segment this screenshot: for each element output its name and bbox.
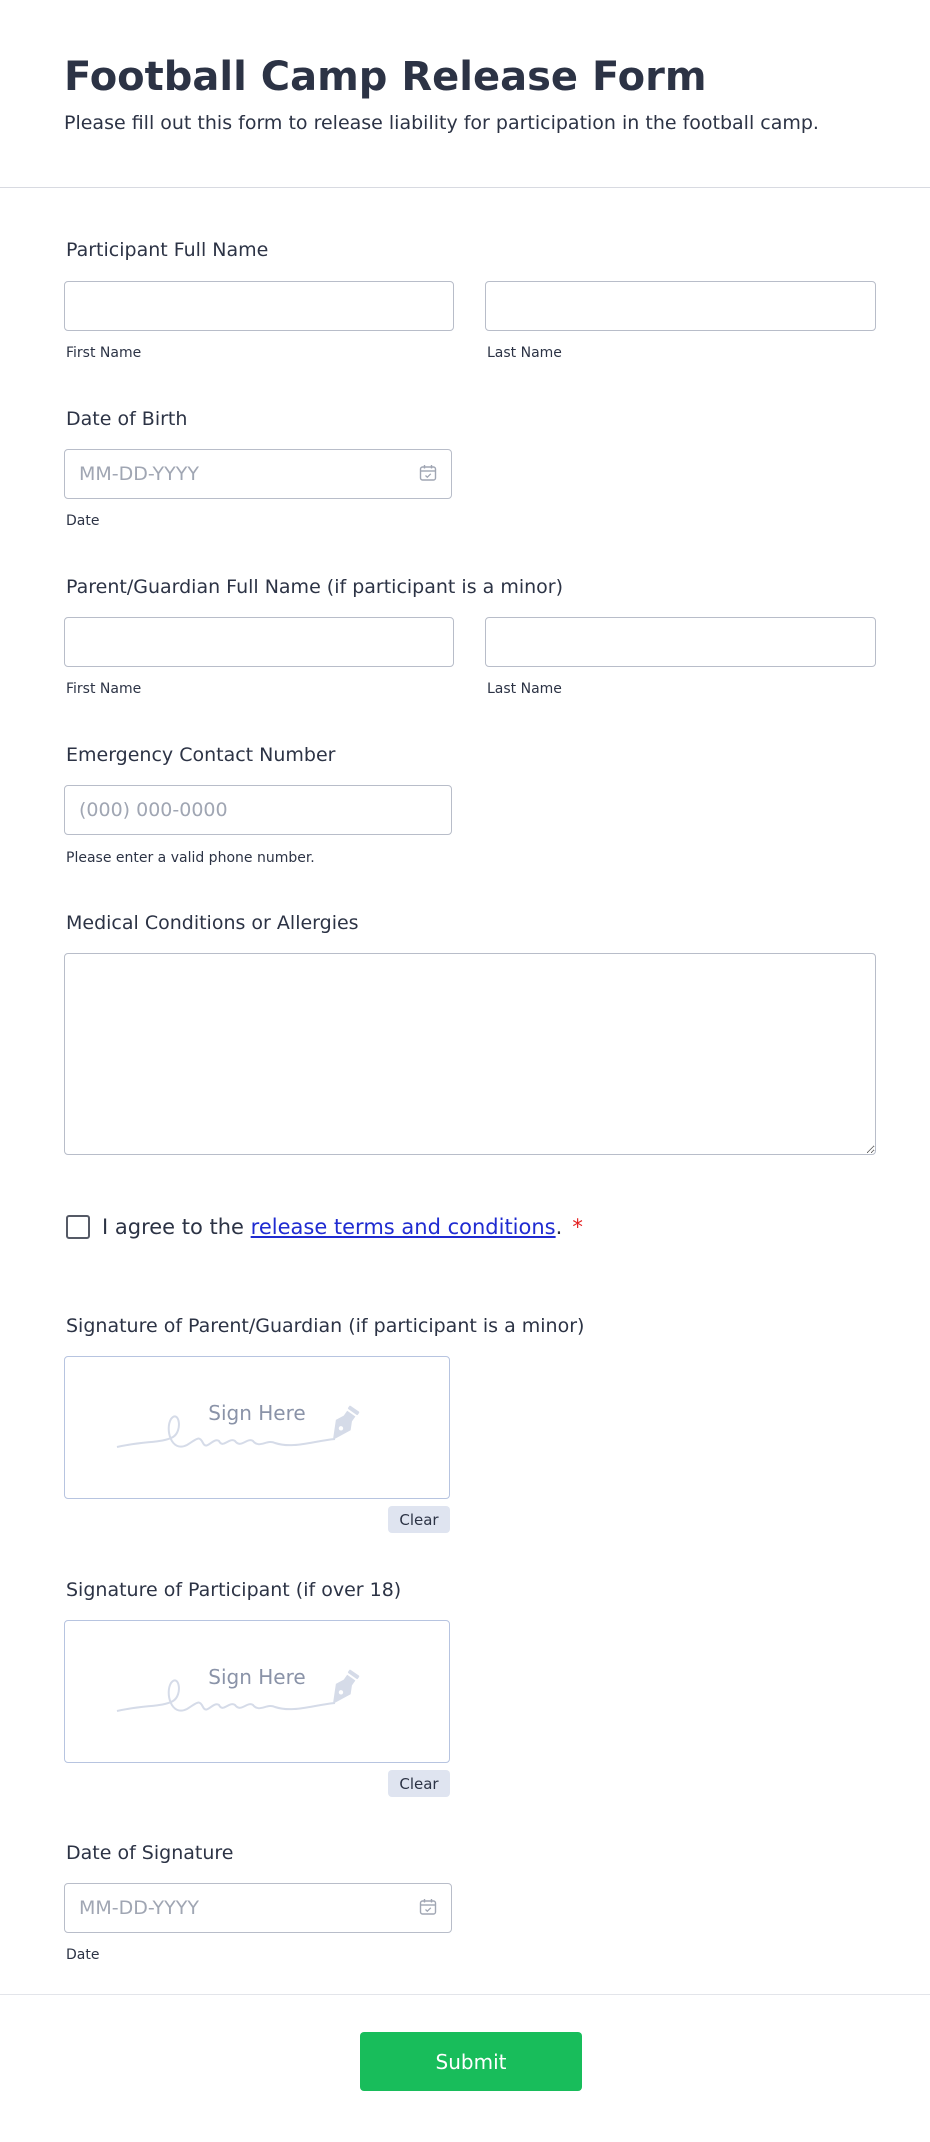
calendar-icon[interactable] (419, 1898, 437, 1916)
emergency-phone-input[interactable] (64, 785, 452, 835)
participant-last-name-input[interactable] (485, 281, 876, 331)
signature-date-label: Date of Signature (66, 1842, 234, 1864)
dob-label: Date of Birth (66, 408, 188, 430)
participant-signature-pad[interactable] (64, 1620, 450, 1763)
dob-input[interactable] (64, 449, 452, 499)
agree-text (102, 1213, 583, 1241)
guardian-name-label: Parent/Guardian Full Name (if participant is a minor) (66, 576, 563, 598)
clear-guardian-signature-button[interactable]: Clear (388, 1506, 450, 1533)
footer-divider (0, 1994, 930, 1995)
calendar-icon[interactable] (419, 464, 437, 482)
signature-date-sublabel: Date (66, 1947, 100, 1963)
medical-label: Medical Conditions or Allergies (66, 912, 359, 934)
header-divider (0, 187, 930, 188)
form-header (64, 50, 884, 136)
guardian-last-name-input[interactable] (485, 617, 876, 667)
participant-signature-label: Signature of Participant (if over 18) (66, 1579, 402, 1601)
signature-scribble-icon (113, 1661, 413, 1731)
medical-textarea[interactable] (64, 953, 876, 1155)
participant-first-name-sublabel: First Name (66, 345, 142, 361)
participant-last-name-sublabel: Last Name (487, 345, 562, 361)
submit-button[interactable]: Submit (360, 2032, 582, 2091)
emergency-contact-label: Emergency Contact Number (66, 744, 336, 766)
signature-scribble-icon (113, 1397, 413, 1467)
participant-name-label: Participant Full Name (66, 239, 269, 261)
sign-here-text: Sign Here (208, 1401, 306, 1425)
signature-date-input[interactable] (64, 1883, 452, 1933)
guardian-first-name-sublabel: First Name (66, 681, 142, 697)
agree-checkbox[interactable] (66, 1215, 90, 1239)
form-subtitle: Please fill out this form to release liability for participation in the football camp. (64, 112, 819, 134)
dob-sublabel: Date (66, 513, 100, 529)
required-asterisk: * (572, 1215, 583, 1239)
sign-here-text: Sign Here (208, 1665, 306, 1689)
agree-text-before: I agree to the (102, 1215, 251, 1239)
guardian-signature-label: Signature of Parent/Guardian (if participant is a minor) (66, 1315, 585, 1337)
form-title: Football Camp Release Form (64, 54, 707, 100)
guardian-signature-pad[interactable] (64, 1356, 450, 1499)
guardian-last-name-sublabel: Last Name (487, 681, 562, 697)
release-terms-link[interactable]: release terms and conditions (250, 1215, 556, 1239)
participant-first-name-input[interactable] (64, 281, 454, 331)
emergency-phone-sublabel: Please enter a valid phone number. (66, 850, 315, 866)
clear-participant-signature-button[interactable]: Clear (388, 1770, 450, 1797)
guardian-first-name-input[interactable] (64, 617, 454, 667)
agree-text-after: . (555, 1215, 563, 1239)
